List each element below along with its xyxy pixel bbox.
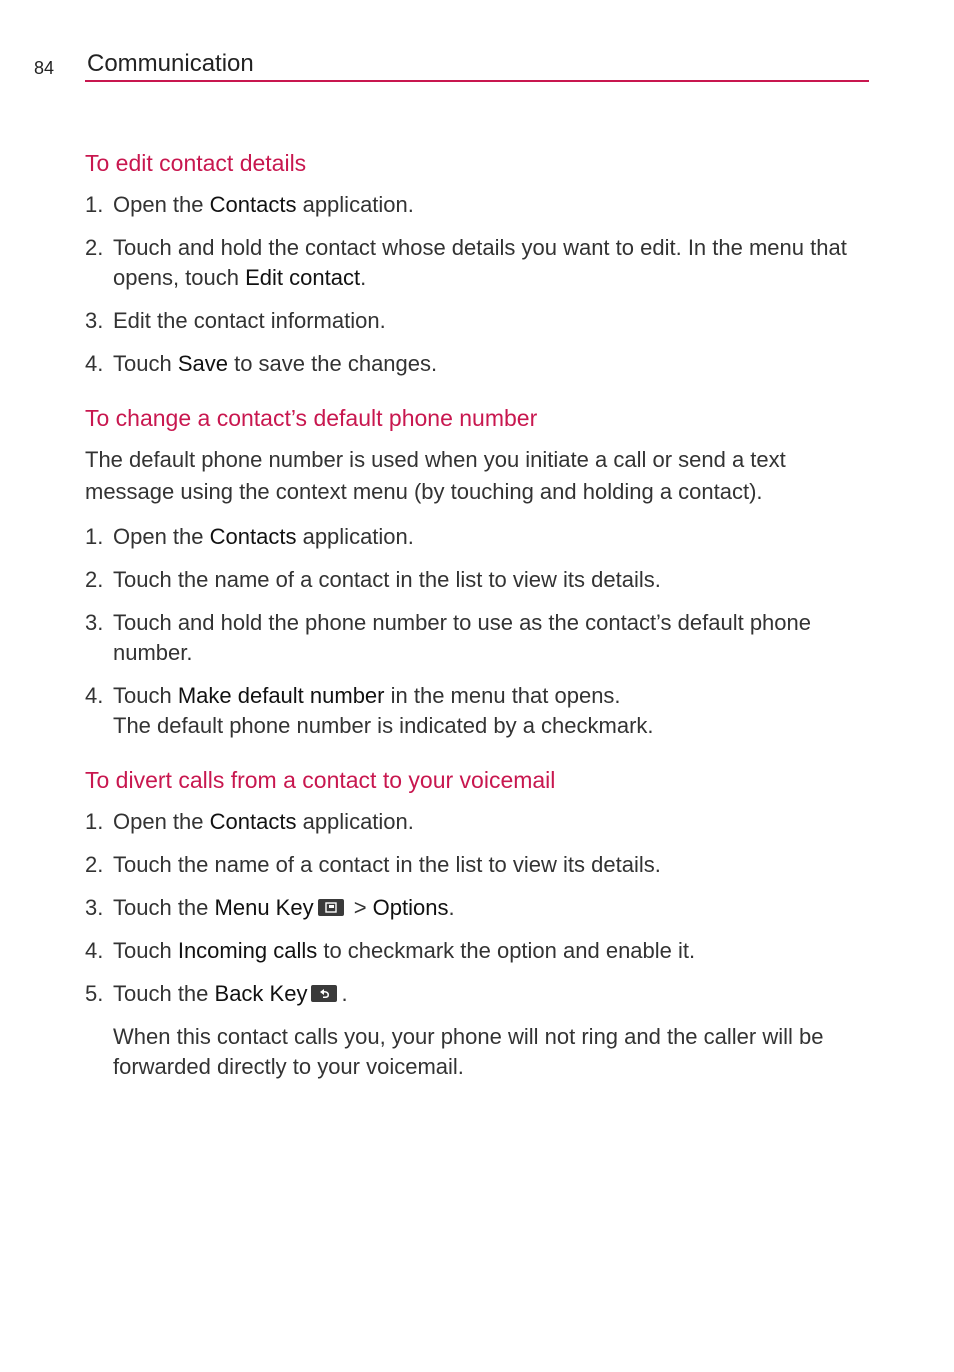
list-item: 4. Touch Save to save the changes.	[85, 349, 865, 379]
step-note: The default phone number is indicated by a checkmark.	[113, 713, 654, 738]
section-heading-divert-calls: To divert calls from a contact to your voicemail	[85, 767, 556, 793]
menu-key-icon	[318, 899, 344, 916]
step-number: 1.	[85, 192, 104, 217]
step-number: 4.	[85, 683, 104, 708]
list-item: 1. Open the Contacts application.	[85, 190, 865, 220]
step-number: 3.	[85, 610, 104, 635]
ui-term: Contacts	[209, 524, 297, 549]
list-item: 5. Touch the Back Key .	[85, 979, 865, 1009]
header-rule	[85, 80, 869, 82]
step-number: 3.	[85, 895, 104, 920]
ui-term: Contacts	[209, 809, 297, 834]
ui-term: Contacts	[209, 192, 297, 217]
list-item: 1. Open the Contacts application.	[85, 807, 865, 837]
ui-term: Edit contact	[245, 265, 361, 290]
step-number: 1.	[85, 809, 104, 834]
section-heading-default-number: To change a contact’s default phone number	[85, 405, 538, 431]
ui-term: Save	[177, 351, 228, 376]
ui-term: Back Key	[214, 981, 308, 1006]
ui-term: Options	[372, 895, 449, 920]
step-number: 5.	[85, 981, 104, 1006]
list-item: 4. Touch Incoming calls to checkmark the option and enable it.	[85, 936, 865, 966]
step-number: 2.	[85, 852, 104, 877]
section-heading-edit-contact: To edit contact details	[85, 150, 307, 176]
ui-term: Incoming calls	[177, 938, 318, 963]
list-item: 3. Edit the contact information.	[85, 306, 865, 336]
list-item: 2. Touch the name of a contact in the list to view its details.	[85, 850, 865, 880]
ui-term: Menu Key	[214, 895, 314, 920]
list-item: 2. Touch the name of a contact in the list to view its details.	[85, 565, 865, 595]
list-item: 4. Touch Make default number in the menu that opens. The default phone number is indicated by a checkmark.	[85, 683, 654, 738]
step-number: 1.	[85, 524, 104, 549]
step-number: 2.	[85, 235, 104, 260]
list-item: 1. Open the Contacts application.	[85, 522, 865, 552]
step-number: 4.	[85, 351, 104, 376]
section-note: When this contact calls you, your phone will not ring and the caller will be forwarded directly to your voicemail.	[113, 1024, 824, 1079]
step-number: 3.	[85, 308, 104, 333]
list-item: 3. Touch and hold the phone number to use as the contact’s default phone number.	[85, 610, 811, 665]
step-number: 4.	[85, 938, 104, 963]
list-item: 3. Touch the Menu Key > Options.	[85, 893, 865, 923]
list-item: 2. Touch and hold the contact whose details you want to edit. In the menu that opens, touch Edit contact.	[85, 235, 847, 290]
chapter-title: Communication	[87, 50, 254, 77]
ui-term: Make default number	[177, 683, 385, 708]
back-key-icon	[311, 985, 337, 1002]
step-number: 2.	[85, 567, 104, 592]
section-intro: The default phone number is used when you initiate a call or send a text message using the context menu (by touching and holding a contact).	[85, 447, 786, 504]
page-number: 84	[34, 58, 55, 78]
